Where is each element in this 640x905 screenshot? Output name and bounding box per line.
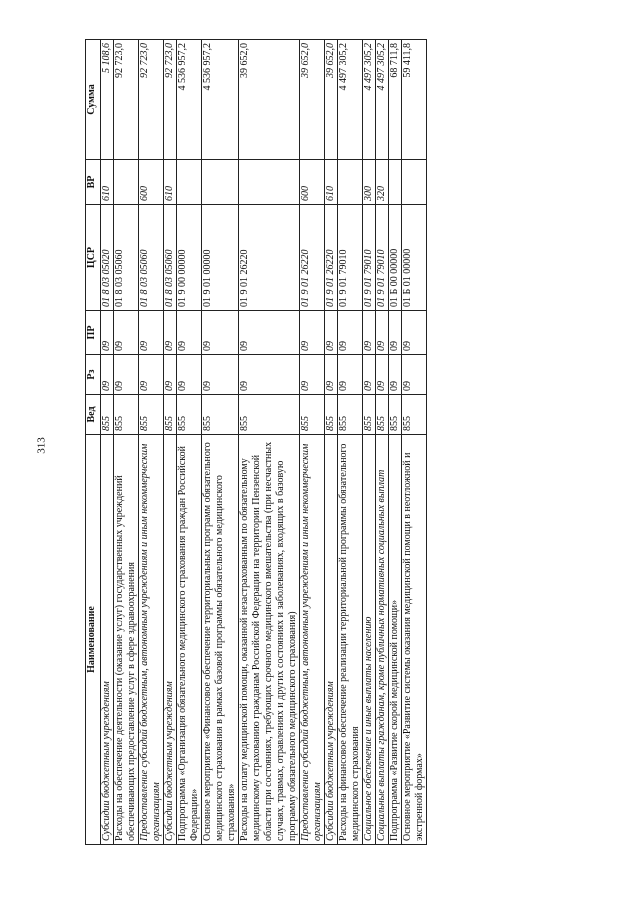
row-sum: 92 723,0 xyxy=(164,40,177,160)
table-row xyxy=(177,40,202,845)
row-pr: 09 xyxy=(325,311,338,355)
table-row xyxy=(402,40,427,845)
row-rz: 09 xyxy=(239,355,300,395)
row-name: Социальное обеспечение и иные выплаты населению xyxy=(363,435,376,845)
row-rz: 09 xyxy=(202,355,239,395)
row-name: Субсидии бюджетным учреждениям xyxy=(164,435,177,845)
page-number: 313 xyxy=(35,437,48,454)
row-ved: 855 xyxy=(177,395,202,435)
row-pr: 09 xyxy=(101,311,114,355)
row-name: Предоставление субсидий бюджетным, автономным учреждениям и иным некоммерческим организациям xyxy=(300,435,325,845)
row-sum: 4 497 305,2 xyxy=(363,40,376,160)
table-row xyxy=(338,40,363,845)
row-csr: 01 8 03 05060 xyxy=(164,205,177,311)
row-name: Предоставление субсидий бюджетным, автономным учреждениям и иным некоммерческим организациям xyxy=(139,435,164,845)
row-rz: 09 xyxy=(338,355,363,395)
row-ved: 855 xyxy=(300,395,325,435)
row-name: Расходы на финансовое обеспечение реализации территориальной программы обязательного медицинского страхования xyxy=(338,435,363,845)
row-csr: 01 8 03 05060 xyxy=(139,205,164,311)
row-vr: 600 xyxy=(139,160,164,205)
row-ved: 855 xyxy=(239,395,300,435)
table-row xyxy=(363,40,376,845)
row-name: Расходы на оплату медицинской помощи, оказанной незастрахованным по обязательному медицинскому страхованию гражданам Российской Федерации на территории Пензенской области при состояниях, требующих срочного медицинского вмешательства (при несчастных случаях, травмах, отравлениях и других состояниях и заболеваниях, входящих в базовую программу обязательного медицинского страхования) xyxy=(239,435,300,845)
header-ved: Вед xyxy=(86,395,101,435)
row-vr: 300 xyxy=(363,160,376,205)
row-csr: 01 9 01 79010 xyxy=(338,205,363,311)
table-row xyxy=(139,40,164,845)
row-rz: 09 xyxy=(300,355,325,395)
row-ved: 855 xyxy=(376,395,389,435)
row-sum: 39 652,0 xyxy=(325,40,338,160)
row-ved: 855 xyxy=(389,395,402,435)
table-row xyxy=(202,40,239,845)
row-pr: 09 xyxy=(239,311,300,355)
row-name: Социальные выплаты гражданам, кроме публичных нормативных социальных выплат xyxy=(376,435,389,845)
row-vr: 610 xyxy=(101,160,114,205)
row-vr xyxy=(338,160,363,205)
row-pr: 09 xyxy=(139,311,164,355)
row-csr: 01 9 00 00000 xyxy=(177,205,202,311)
row-rz: 09 xyxy=(325,355,338,395)
row-sum: 4 536 957,2 xyxy=(177,40,202,160)
row-sum: 92 723,0 xyxy=(114,40,139,160)
row-ved: 855 xyxy=(101,395,114,435)
budget-table-frame xyxy=(85,40,575,845)
row-ved: 855 xyxy=(363,395,376,435)
row-ved: 855 xyxy=(114,395,139,435)
row-vr xyxy=(202,160,239,205)
row-sum: 39 652,0 xyxy=(239,40,300,160)
row-ved: 855 xyxy=(338,395,363,435)
table-row xyxy=(101,40,114,845)
row-rz: 09 xyxy=(389,355,402,395)
header-name: Наименование xyxy=(86,435,101,845)
table-header-row xyxy=(86,40,101,845)
header-rz: Рз xyxy=(86,355,101,395)
row-pr: 09 xyxy=(389,311,402,355)
row-pr: 09 xyxy=(338,311,363,355)
row-csr: 01 Б 00 00000 xyxy=(389,205,402,311)
row-sum: 92 723,0 xyxy=(139,40,164,160)
row-csr: 01 9 01 26220 xyxy=(300,205,325,311)
row-rz: 09 xyxy=(164,355,177,395)
row-name: Субсидии бюджетным учреждениям xyxy=(101,435,114,845)
row-vr xyxy=(402,160,427,205)
row-csr: 01 8 03 05060 xyxy=(114,205,139,311)
row-vr xyxy=(114,160,139,205)
row-name: Основное мероприятие «Финансовое обеспечение территориальных программ обязательного медицинского страхования в рамках базовой программы обязательного медицинского страхования» xyxy=(202,435,239,845)
row-ved: 855 xyxy=(164,395,177,435)
table-row xyxy=(376,40,389,845)
budget-table xyxy=(85,39,427,845)
row-csr: 01 9 01 00000 xyxy=(202,205,239,311)
row-ved: 855 xyxy=(325,395,338,435)
row-name: Основное мероприятие «Развитие системы оказания медицинской помощи в неотложной и экстренной формах» xyxy=(402,435,427,845)
row-rz: 09 xyxy=(402,355,427,395)
row-sum: 4 536 957,2 xyxy=(202,40,239,160)
row-sum: 39 652,0 xyxy=(300,40,325,160)
row-vr: 610 xyxy=(164,160,177,205)
row-csr: 01 9 01 26220 xyxy=(325,205,338,311)
row-pr: 09 xyxy=(363,311,376,355)
row-pr: 09 xyxy=(177,311,202,355)
row-name: Субсидии бюджетным учреждениям xyxy=(325,435,338,845)
row-ved: 855 xyxy=(202,395,239,435)
row-rz: 09 xyxy=(363,355,376,395)
header-csr: ЦСР xyxy=(86,205,101,311)
row-vr xyxy=(389,160,402,205)
row-pr: 09 xyxy=(376,311,389,355)
header-vr: ВР xyxy=(86,160,101,205)
row-pr: 09 xyxy=(164,311,177,355)
row-rz: 09 xyxy=(376,355,389,395)
row-vr: 320 xyxy=(376,160,389,205)
row-vr: 600 xyxy=(300,160,325,205)
row-pr: 09 xyxy=(114,311,139,355)
table-row xyxy=(239,40,300,845)
row-vr xyxy=(239,160,300,205)
rotated-page-content xyxy=(85,40,575,845)
row-rz: 09 xyxy=(177,355,202,395)
row-sum: 4 497 305,2 xyxy=(376,40,389,160)
row-rz: 09 xyxy=(114,355,139,395)
row-csr: 01 8 03 05020 xyxy=(101,205,114,311)
row-csr: 01 9 01 79010 xyxy=(363,205,376,311)
row-name: Подпрограмма «Организация обязательного медицинского страхования граждан Российской Федерации» xyxy=(177,435,202,845)
row-rz: 09 xyxy=(101,355,114,395)
row-vr: 610 xyxy=(325,160,338,205)
row-sum: 5 108,6 xyxy=(101,40,114,160)
row-name: Подпрограмма «Развитие скорой медицинской помощи» xyxy=(389,435,402,845)
row-pr: 09 xyxy=(300,311,325,355)
row-csr: 01 9 01 79010 xyxy=(376,205,389,311)
header-pr: ПР xyxy=(86,311,101,355)
table-row xyxy=(164,40,177,845)
row-name: Расходы на обеспечение деятельности (оказание услуг) государственных учреждений обеспечивающих предоставление услуг в сфере здравоохранения xyxy=(114,435,139,845)
table-row xyxy=(300,40,325,845)
header-sum: Сумма xyxy=(86,40,101,160)
row-csr: 01 9 01 26220 xyxy=(239,205,300,311)
row-sum: 4 497 305,2 xyxy=(338,40,363,160)
row-ved: 855 xyxy=(402,395,427,435)
row-pr: 09 xyxy=(402,311,427,355)
row-csr: 01 Б 01 00000 xyxy=(402,205,427,311)
row-rz: 09 xyxy=(139,355,164,395)
table-row xyxy=(114,40,139,845)
row-sum: 59 411,8 xyxy=(402,40,427,160)
row-pr: 09 xyxy=(202,311,239,355)
row-sum: 68 711,8 xyxy=(389,40,402,160)
table-row xyxy=(389,40,402,845)
row-vr xyxy=(177,160,202,205)
table-row xyxy=(325,40,338,845)
row-ved: 855 xyxy=(139,395,164,435)
